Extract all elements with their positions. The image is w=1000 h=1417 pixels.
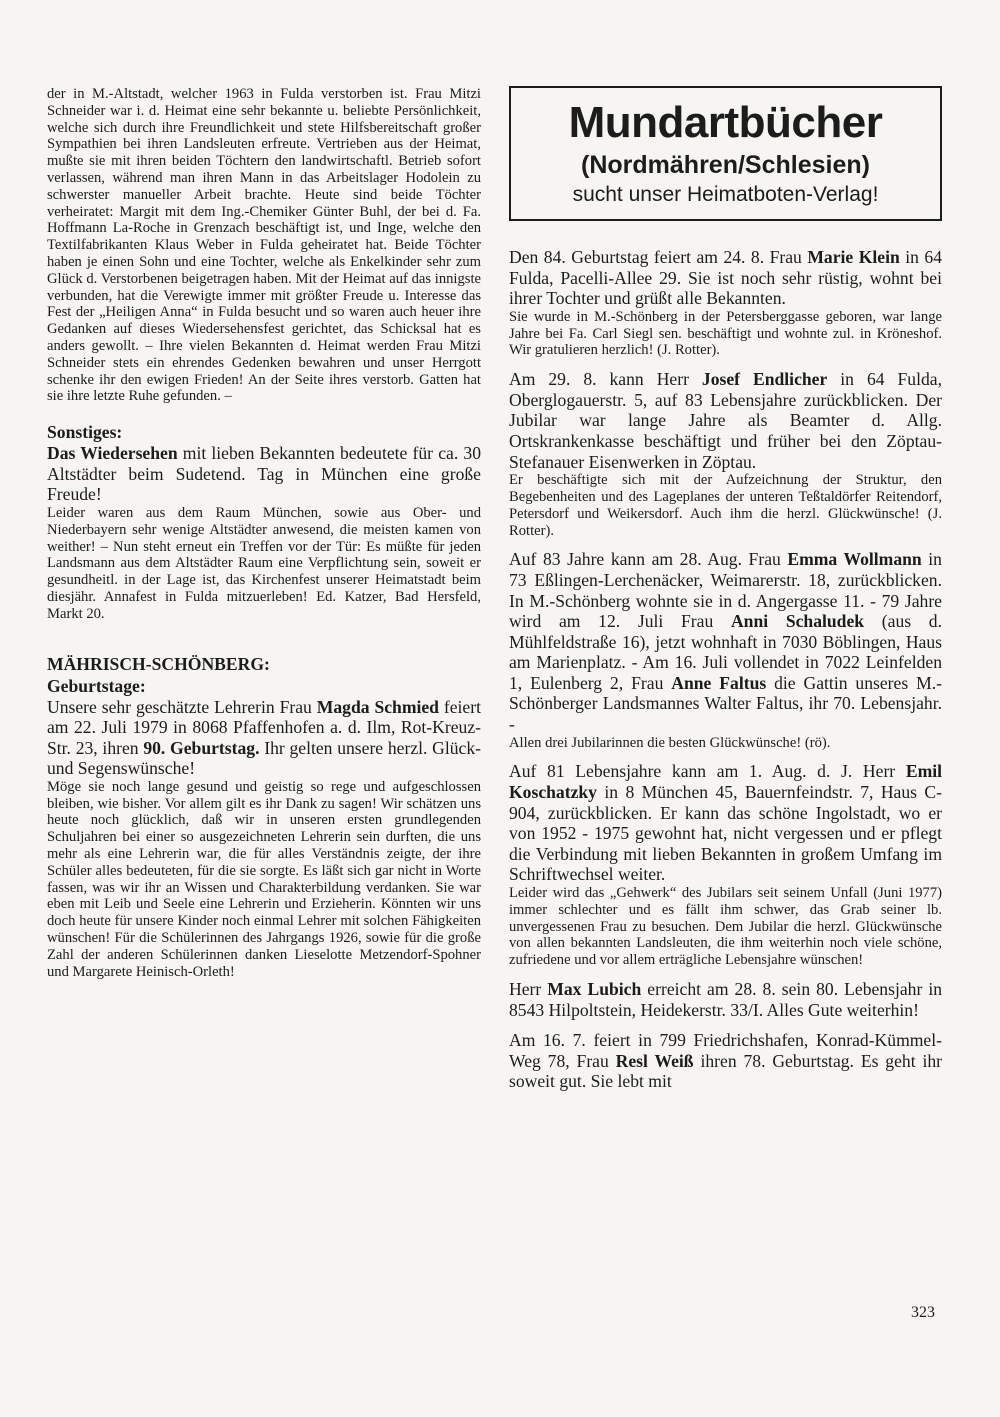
- magda-note: Möge sie noch lange gesund und geistig so rege und aufgeschlossen bleiben, wie bisher. Vor allem gilt es ihr Dank zu sagen! Wir schätzen uns heute noch glücklich, daß wir in unseren ersten grundlegenden Schuljahren bei einer so ausgezeichneten Lehrerin sein durften, die uns mehr als eine Lehrerin war, die für alles Verständnis zeigte, der ihre Schüler alles bedeuteten, für die sie sorgte. Es läßt sich gar nicht in Worte fassen, was wir ihr an Wissen und Charakterbildung verdanken. Sie war eben mit Leib und Seele eine Lehrerin und Erzieherin. Könnten wir uns doch heute für unsere Kinder noch einmal Lehrer mit solchen Fähigkeiten wünschen! Für die Schülerinnen des Jahrgangs 1926, sowie für die große Zahl der anderen Schülerinnen danken Lieselotte Metzendorf-Spohner und Margarete Heinisch-Orleth!: [47, 778, 481, 980]
- max-paragraph: Herr Max Lubich erreicht am 28. 8. sein 80. Lebensjahr in 8543 Hilpoltstein, Heidekerstr. 33/I. Alles Gute weiterhin!: [509, 979, 943, 1020]
- bold-name: Emil Koschatzky: [509, 761, 942, 803]
- bold-name: Josef Endlicher: [701, 369, 828, 390]
- bold-name: Marie Klein: [807, 247, 900, 267]
- bold-name: Anne Faltus: [671, 672, 767, 693]
- wiedersehen-paragraph: Das Wiedersehen mit lieben Bekannten bedeutete für ca. 30 Altstädter beim Sudetend. Tag in München eine große Freude!: [47, 443, 481, 505]
- emil-paragraph: Auf 81 Lebensjahre kann am 1. Aug. d. J. Herr Emil Koschatzky in 8 München 45, Bauernfeindstr. 7, Haus C-904, zurückblicken. Er kann das schöne Ingolstadt, wo er von 1952 - 1975 gewohnt hat, nicht vergessen und er pflegt die Verbindung mit lieben Bekannten in großem Umfang im Schriftwechsel weiter.: [509, 761, 942, 885]
- right-column: [509, 86, 942, 1092]
- left-column: [47, 86, 481, 980]
- marie-paragraph: Den 84. Geburtstag feiert am 24. 8. Frau Marie Klein in 64 Fulda, Pacelli-Allee 29. Sie ist noch sehr rüstig, wohnt bei ihrer Tochter und grüßt alle Bekannten.: [509, 247, 942, 309]
- resl-paragraph: Am 16. 7. feiert in 799 Friedrichshafen, Konrad-Kümmel-Weg 78, Frau Resl Weiß ihren 78. Geburtstag. Es geht ihr soweit gut. Sie lebt mit: [509, 1030, 942, 1092]
- wiedersehen-note: Leider waren aus dem Raum München, sowie aus Ober- und Niederbayern sehr wenige Altstädter anwesend, die meisten kamen von weither! – Nun steht erneut ein Treffen vor der Tür: Es müßte für jeden Landsmann aus dem Altstädter Raum eine Verpflichtung sein, soweit er gesundheitl. in der Lage ist, das Kirchenfest unserer Heimatstadt beim diesjähr. Annafest in Fulda mitzuerleben! Ed. Katzer, Bad Hersfeld, Markt 20.: [47, 504, 481, 622]
- bold-name: Max Lubich: [547, 979, 642, 1000]
- bold-name: Magda Schmied: [316, 696, 439, 717]
- emma-note: Allen drei Jubilarinnen die besten Glückwünsche! (rö).: [509, 734, 831, 751]
- bold-name: Anni Schaludek: [730, 611, 865, 632]
- ad-subtitle: (Nordmähren/Schlesien): [581, 151, 870, 179]
- ad-title: Mundartbücher: [568, 98, 883, 147]
- magda-paragraph: Unsere sehr geschätzte Lehrerin Frau Magda Schmied feiert am 22. Juli 1979 in 8068 Pfaffenhofen a. d. Ilm, Rot-Kreuz-Str. 23, ihren 90. Geburtstag. Ihr gelten unsere herzl. Glück- und Segenswünsche!: [47, 696, 482, 779]
- marie-note: Sie wurde in M.-Schönberg in der Petersberggasse geboren, war lange Jahre bei Fa. Carl Siegl sen. beschäftigt und wohnte zul. in Kröneshof. Wir gratulieren herzlich! (J. Rotter).: [509, 308, 942, 359]
- josef-note: Er beschäftigte sich mit der Aufzeichnung der Struktur, den Begebenheiten und des Lageplanes der unteren Teßtaldörfer Reitendorf, Petersdorf und Weikersdorf. Auch ihm die herzl. Glückwünsche! (J. Rotter).: [509, 472, 942, 539]
- bold-name: Das Wiedersehen: [47, 443, 178, 464]
- emma-paragraph: Auf 83 Jahre kann am 28. Aug. Frau Emma Wollmann in 73 Eßlingen-Lerchenäcker, Weimarerstr. 18, zurückblicken. In M.-Schönberg wohnte sie in d. Angergasse 11. - 79 Jahre wird am 12. Juli Frau Anni Schaludek (aus d. Mühlfeldstraße 16), jetzt wohnhaft in 7030 Böblingen, Haus am Marienplatz. - Am 16. Juli vollendet in 7022 Leinfelden 1, Eulenberg 2, Frau Anne Faltus die Gattin unseres M.-Schönberger Landsmannes Walter Faltus, ihr 70. Lebensjahr. -: [509, 549, 942, 735]
- bold-name: Emma Wollmann: [787, 549, 922, 570]
- section-heading-geburtstage: Geburtstage:: [47, 675, 146, 696]
- josef-paragraph: Am 29. 8. kann Herr Josef Endlicher in 64 Fulda, Oberglogauerstr. 5, auf 83 Lebensjahre zurückblicken. Der Jubilar war lange Jahre als Beamter d. Allg. Ortskrankenkasse beschäftigt und früher bei den Zöptau-Stefanauer Eisenwerken in Zöptau.: [509, 369, 942, 472]
- obituary-continuation: der in M.-Altstadt, welcher 1963 in Fulda verstorben ist. Frau Mitzi Schneider war i. d. Heimat eine sehr bekannte u. beliebte Persönlichkeit, welche sich durch ihre Freundlichkeit und stete Hilfsbereitschaft großer Sympathien bei ihren Landsleuten erfreute. Vertrieben aus der Heimat, mußte sie mit ihren beiden Töchtern den landwirtschaftl. Betrieb sofort verlassen, während man ihren Mann in das Arbeitslager Hodolein zu schwerster manueller Arbeit brachte. Heute sind beide Töchter verheiratet: Margit mit dem Ing.-Chemiker Günter Buhl, der bei d. Fa. Hoffmann La-Roche in Grenzach beschäftigt ist, und Inge, welche den Textilfabrikanten Klaus Weber in Fulda geheiratet hat. Beide Töchter haben je einen Sohn und eine Tochter, welche als Enkelkinder sehr zum Glück d. Verstorbenen beigetragen haben. Mit der Heimat auf das innigste verbunden, hat die Verewigte immer mit größter Freude u. Interesse das Fest der „Heiligen Anna“ in Fulda besucht und so waren auch heuer ihre Gedanken auf dieses Wiedersehensfest gerichtet, das Schicksal hat es anders gewollt. – Ihre vielen Bekannten d. Heimat werden Frau Mitzi Schneider stets ein ehrendes Gedenken bewahren und unser Herrgott schenke ihr den ewigen Frieden! An der Seite ihres verstorb. Gatten hat sie ihre letzte Ruhe gefunden. –: [47, 86, 481, 405]
- town-heading: MÄHRISCH-SCHÖNBERG:: [47, 653, 270, 674]
- section-heading-sonstiges: Sonstiges:: [47, 422, 123, 443]
- advertisement-box: [509, 86, 942, 221]
- bold-name: Resl Weiß: [615, 1050, 694, 1071]
- ad-line: sucht unser Heimatboten-Verlag!: [572, 183, 879, 206]
- emil-note: Leider wird das „Gehwerk“ des Jubilars seit seinem Unfall (Juni 1977) immer schlechter und es fällt ihm schwer, das Grab seiner lb. unvergessenen Frau zu besuchen. Dem Jubilar die herzl. Glückwünsche von allen bekannten Landsleuten, die ihm weiterhin noch viele schöne, zufriedene und vor allem erträgliche Lebensjahre wünschen!: [509, 885, 942, 969]
- page-number: 323: [911, 1304, 935, 1321]
